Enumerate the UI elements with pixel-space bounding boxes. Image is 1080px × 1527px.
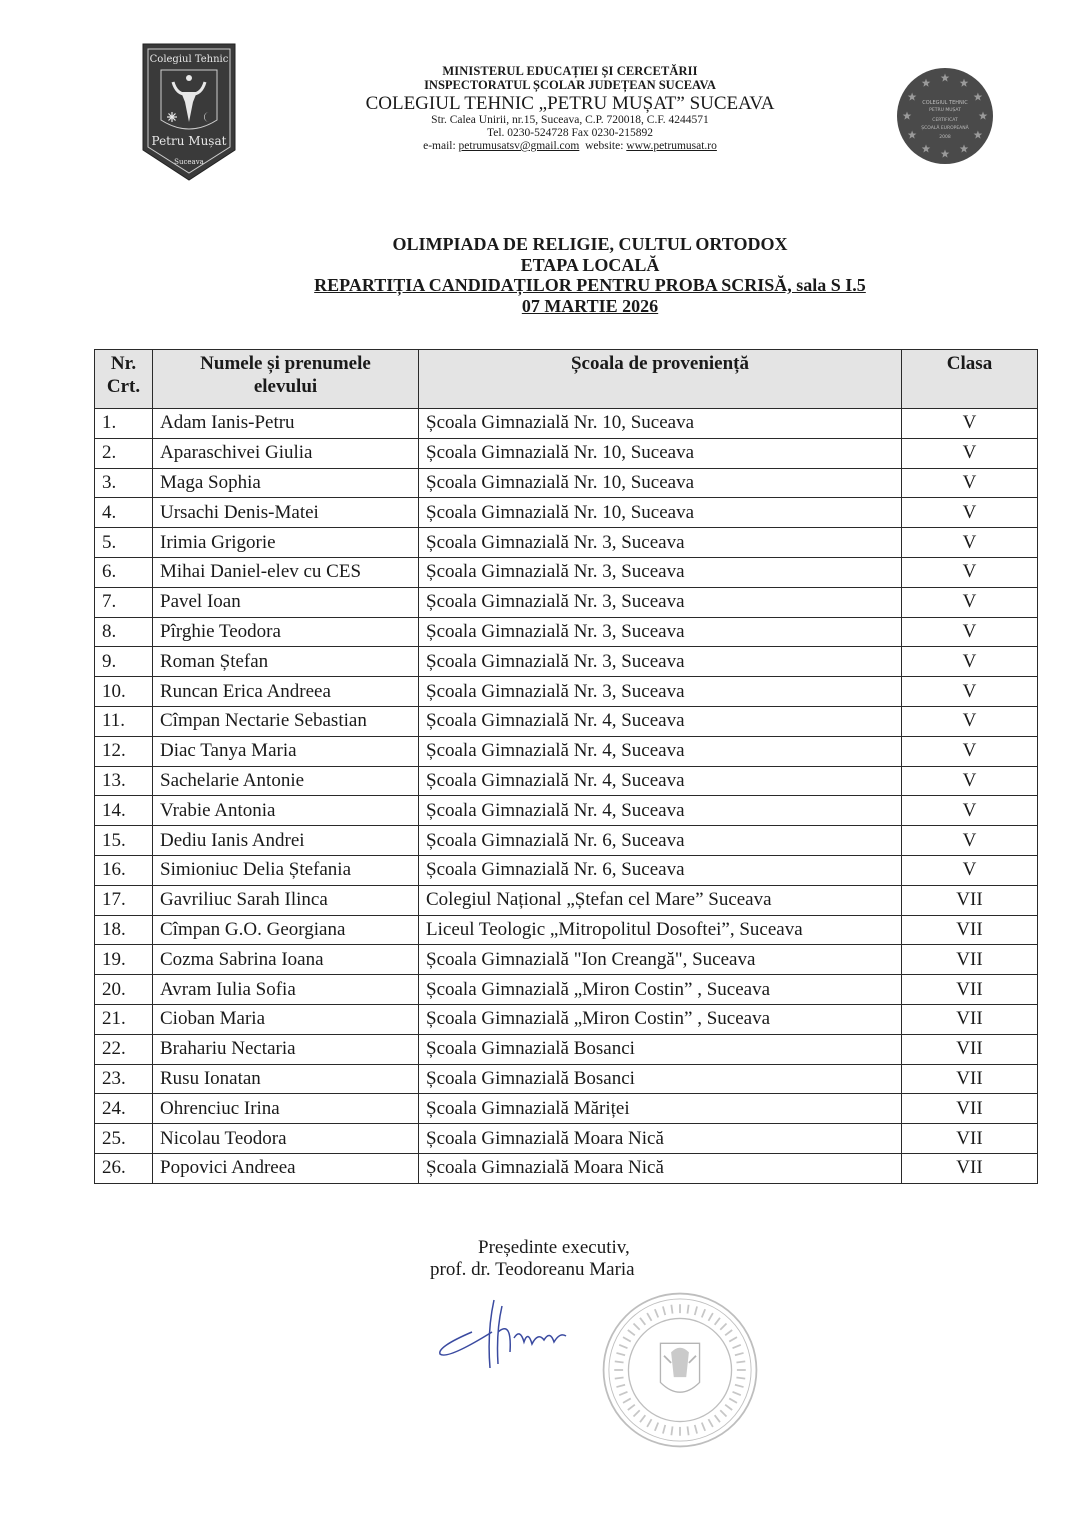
- row-number: 10.: [95, 677, 153, 707]
- student-name: Cîmpan G.O. Georgiana: [153, 915, 419, 945]
- row-number: 23.: [95, 1064, 153, 1094]
- school-of-origin: Școala Gimnazială Bosanci: [419, 1034, 902, 1064]
- stamp-lettering-mark: [615, 1361, 624, 1362]
- table-row: [95, 409, 1038, 439]
- row-number: 22.: [95, 1034, 153, 1064]
- official-stamp: [600, 1290, 760, 1450]
- class-grade: VII: [902, 945, 1038, 975]
- table-row: [95, 975, 1038, 1005]
- school-of-origin: Școala Gimnazială Măriței: [419, 1094, 902, 1124]
- school-of-origin: Școala Gimnazială Nr. 10, Suceava: [419, 409, 902, 439]
- student-name: Rusu Ionatan: [153, 1064, 419, 1094]
- stamp-lettering-mark: [702, 1309, 705, 1317]
- school-of-origin: Școala Gimnazială Nr. 10, Suceava: [419, 438, 902, 468]
- table-row: [95, 1094, 1038, 1124]
- school-of-origin: Școala Gimnazială Nr. 3, Suceava: [419, 647, 902, 677]
- table-row: [95, 587, 1038, 617]
- class-grade: V: [902, 438, 1038, 468]
- row-number: 20.: [95, 975, 153, 1005]
- student-name: Nicolau Teodora: [153, 1124, 419, 1154]
- student-name: Irimia Grigorie: [153, 528, 419, 558]
- school-of-origin: Școala Gimnazială Nr. 3, Suceava: [419, 528, 902, 558]
- student-name: Dediu Ianis Andrei: [153, 826, 419, 856]
- signature-block: [430, 1237, 750, 1281]
- class-grade: V: [902, 409, 1038, 439]
- student-name: Pîrghie Teodora: [153, 617, 419, 647]
- row-number: 11.: [95, 706, 153, 736]
- table-row: [95, 647, 1038, 677]
- class-grade: VII: [902, 975, 1038, 1005]
- stamp-lettering-mark: [715, 1415, 720, 1422]
- table-row: [95, 468, 1038, 498]
- stamp-lettering-mark: [702, 1423, 705, 1431]
- row-number: 24.: [95, 1094, 153, 1124]
- header-school: Școala de proveniență: [419, 350, 902, 409]
- table-row: [95, 1124, 1038, 1154]
- school-of-origin: Școala Gimnazială Nr. 3, Suceava: [419, 587, 902, 617]
- crest-text-top: Colegiul Tehnic: [149, 54, 229, 65]
- row-number: 17.: [95, 885, 153, 915]
- stamp-lettering-mark: [708, 1419, 712, 1427]
- school-of-origin: Școala Gimnazială Moara Nică: [419, 1153, 902, 1183]
- stamp-lettering-mark: [671, 1305, 672, 1314]
- row-number: 4.: [95, 498, 153, 528]
- student-name: Avram Iulia Sofia: [153, 975, 419, 1005]
- class-grade: V: [902, 677, 1038, 707]
- table-row: [95, 617, 1038, 647]
- school-address: Str. Calea Unirii, nr.15, Suceava, C.P. 720018, C.F. 4244571: [431, 114, 709, 127]
- stamp-lettering-mark: [623, 1398, 631, 1402]
- class-grade: VII: [902, 1004, 1038, 1034]
- row-number: 26.: [95, 1153, 153, 1183]
- table-row: [95, 438, 1038, 468]
- row-number: 16.: [95, 855, 153, 885]
- stamp-lettering-mark: [640, 1318, 645, 1325]
- stamp-lettering-mark: [628, 1405, 635, 1410]
- table-row: [95, 766, 1038, 796]
- class-grade: V: [902, 587, 1038, 617]
- class-grade: V: [902, 706, 1038, 736]
- table-row: [95, 1004, 1038, 1034]
- inspectorate-name: INSPECTORATUL ȘCOLAR JUDEȚEAN SUCEAVA: [424, 78, 716, 92]
- school-of-origin: Școala Gimnazială „Miron Costin” , Suceava: [419, 975, 902, 1005]
- row-number: 3.: [95, 468, 153, 498]
- row-number: 19.: [95, 945, 153, 975]
- stamp-lettering-mark: [647, 1313, 651, 1321]
- table-row: [95, 498, 1038, 528]
- class-grade: VII: [902, 1153, 1038, 1183]
- student-name: Mihai Daniel-elev cu CES: [153, 557, 419, 587]
- table-row: [95, 1153, 1038, 1183]
- stamp-lettering-mark: [725, 1330, 732, 1335]
- table-row: [95, 557, 1038, 587]
- class-grade: V: [902, 796, 1038, 826]
- title-allocation: REPARTIȚIA CANDIDAȚILOR PENTRU PROBA SCRISĂ, sala S I.5: [314, 275, 866, 295]
- school-of-origin: Școala Gimnazială Nr. 4, Suceava: [419, 796, 902, 826]
- school-of-origin: Colegiul Național „Ștefan cel Mare” Suceava: [419, 885, 902, 915]
- school-of-origin: Școala Gimnazială Nr. 10, Suceava: [419, 468, 902, 498]
- row-number: 15.: [95, 826, 153, 856]
- stamp-lettering-mark: [725, 1405, 732, 1410]
- header-nr: [95, 350, 153, 409]
- signer-role: Președinte executiv,: [478, 1237, 630, 1258]
- stamp-lettering-mark: [628, 1330, 635, 1335]
- school-of-origin: Școala Gimnazială Nr. 3, Suceava: [419, 557, 902, 587]
- website-label: website:: [585, 140, 624, 153]
- school-of-origin: Școala Gimnazială Nr. 6, Suceava: [419, 855, 902, 885]
- student-name: Roman Ștefan: [153, 647, 419, 677]
- stamp-lettering-mark: [619, 1345, 627, 1348]
- student-name: Simioniuc Delia Ștefania: [153, 855, 419, 885]
- table-row: [95, 915, 1038, 945]
- header-name-line2: elevului: [253, 376, 318, 397]
- row-number: 5.: [95, 528, 153, 558]
- header-nr-line1: Nr.: [110, 353, 137, 374]
- class-grade: VII: [902, 885, 1038, 915]
- row-number: 18.: [95, 915, 153, 945]
- stamp-lettering-mark: [687, 1305, 688, 1314]
- student-name: Brahariu Nectaria: [153, 1034, 419, 1064]
- row-number: 14.: [95, 796, 153, 826]
- email-link[interactable]: petrumusatsv@gmail.com: [458, 140, 580, 153]
- stamp-lettering-mark: [655, 1309, 658, 1317]
- class-grade: V: [902, 557, 1038, 587]
- stamp-lettering-mark: [634, 1410, 640, 1416]
- student-name: Sachelarie Antonie: [153, 766, 419, 796]
- school-contact: [260, 140, 880, 153]
- stamp-lettering-mark: [616, 1353, 625, 1355]
- stamp-lettering-mark: [687, 1426, 688, 1435]
- stamp-lettering-mark: [647, 1419, 651, 1427]
- stamp-lettering-mark: [733, 1345, 741, 1348]
- seal-text-5: 2008: [939, 135, 951, 140]
- stamp-lettering-mark: [616, 1385, 625, 1387]
- table-row: [95, 1064, 1038, 1094]
- stamp-lettering-mark: [671, 1426, 672, 1435]
- letterhead: [260, 64, 880, 153]
- email-label: e-mail:: [423, 140, 456, 153]
- stamp-lettering-mark: [736, 1377, 745, 1378]
- school-name: COLEGIUL TEHNIC „PETRU MUȘAT” SUCEAVA: [365, 93, 775, 114]
- ministry-name: MINISTERUL EDUCAȚIEI ȘI CERCETĂRII: [442, 64, 698, 78]
- school-phone: Tel. 0230-524728 Fax 0230-215892: [487, 127, 653, 140]
- student-name: Cozma Sabrina Ioana: [153, 945, 419, 975]
- title-date: 07 MARTIE 2026: [521, 295, 659, 316]
- class-grade: V: [902, 766, 1038, 796]
- stamp-lettering-mark: [720, 1410, 726, 1416]
- school-crest-logo: [141, 42, 237, 182]
- row-number: 2.: [95, 438, 153, 468]
- stamp-lettering-mark: [634, 1324, 640, 1330]
- website-link[interactable]: www.petrumusat.ro: [626, 140, 717, 153]
- handwritten-signature: [432, 1292, 592, 1372]
- stamp-lettering-mark: [695, 1306, 697, 1315]
- stamp-lettering-mark: [663, 1306, 665, 1315]
- class-grade: V: [902, 617, 1038, 647]
- stamp-lettering-mark: [623, 1337, 631, 1341]
- seal-text-3: CERTIFICAT: [932, 118, 958, 123]
- row-number: 25.: [95, 1124, 153, 1154]
- class-grade: V: [902, 855, 1038, 885]
- row-number: 21.: [95, 1004, 153, 1034]
- student-name: Maga Sophia: [153, 468, 419, 498]
- stamp-lettering-mark: [655, 1423, 658, 1431]
- title-stage: ETAPA LOCALĂ: [520, 254, 660, 275]
- stamp-lettering-mark: [615, 1377, 624, 1378]
- stamp-lettering-mark: [619, 1392, 627, 1395]
- student-name: Gavriliuc Sarah Ilinca: [153, 885, 419, 915]
- row-number: 9.: [95, 647, 153, 677]
- table-row: [95, 796, 1038, 826]
- student-name: Diac Tanya Maria: [153, 736, 419, 766]
- crest-text-bottom: Suceava: [174, 158, 204, 166]
- class-grade: VII: [902, 915, 1038, 945]
- school-of-origin: Școala Gimnazială Moara Nică: [419, 1124, 902, 1154]
- stamp-lettering-mark: [735, 1353, 744, 1355]
- signer-name: prof. dr. Teodoreanu Maria: [430, 1259, 635, 1280]
- student-name: Pavel Ioan: [153, 587, 419, 617]
- row-number: 7.: [95, 587, 153, 617]
- class-grade: V: [902, 826, 1038, 856]
- stamp-lettering-mark: [735, 1385, 744, 1387]
- seal-text-2: PETRU MUȘAT: [929, 108, 961, 113]
- row-number: 8.: [95, 617, 153, 647]
- candidates-table: [94, 349, 1038, 1184]
- table-row: [95, 528, 1038, 558]
- stamp-lettering-mark: [640, 1415, 645, 1422]
- student-name: Cioban Maria: [153, 1004, 419, 1034]
- table-row: [95, 1034, 1038, 1064]
- school-of-origin: Școala Gimnazială Bosanci: [419, 1064, 902, 1094]
- stamp-lettering-mark: [729, 1337, 737, 1341]
- class-grade: V: [902, 736, 1038, 766]
- seal-text-1: COLEGIUL TEHNIC: [922, 100, 968, 106]
- student-name: Adam Ianis-Petru: [153, 409, 419, 439]
- student-name: Cîmpan Nectarie Sebastian: [153, 706, 419, 736]
- school-of-origin: Școala Gimnazială „Miron Costin” , Suceava: [419, 1004, 902, 1034]
- stamp-lettering-mark: [715, 1318, 720, 1325]
- stamp-lettering-mark: [695, 1425, 697, 1434]
- header-nr-line2: Crt.: [106, 376, 141, 397]
- class-grade: VII: [902, 1124, 1038, 1154]
- school-of-origin: Școala Gimnazială "Ion Creangă", Suceava: [419, 945, 902, 975]
- table-row: [95, 855, 1038, 885]
- row-number: 6.: [95, 557, 153, 587]
- crest-text-middle: Petru Mușat: [151, 134, 227, 148]
- stamp-lettering-mark: [663, 1425, 665, 1434]
- table-row: [95, 706, 1038, 736]
- student-name: Runcan Erica Andreea: [153, 677, 419, 707]
- stamp-lettering-mark: [733, 1392, 741, 1395]
- row-number: 1.: [95, 409, 153, 439]
- class-grade: VII: [902, 1094, 1038, 1124]
- class-grade: V: [902, 468, 1038, 498]
- crest-star-icon: [167, 112, 177, 122]
- document-title: [170, 234, 1010, 316]
- header-name-line1: Numele și prenumele: [200, 353, 371, 374]
- title-olympiad: OLIMPIADA DE RELIGIE, CULTUL ORTODOX: [392, 234, 788, 254]
- class-grade: VII: [902, 1034, 1038, 1064]
- stamp-lettering-mark: [729, 1398, 737, 1402]
- student-name: Ursachi Denis-Matei: [153, 498, 419, 528]
- class-grade: V: [902, 647, 1038, 677]
- school-of-origin: Școala Gimnazială Nr. 6, Suceava: [419, 826, 902, 856]
- stamp-lettering-mark: [736, 1361, 745, 1362]
- header-class: Clasa: [902, 350, 1038, 409]
- header-name: [153, 350, 419, 409]
- school-of-origin: Liceul Teologic „Mitropolitul Dosoftei”, Suceava: [419, 915, 902, 945]
- school-of-origin: Școala Gimnazială Nr. 3, Suceava: [419, 677, 902, 707]
- table-header-row: [95, 350, 1038, 409]
- school-of-origin: Școala Gimnazială Nr. 10, Suceava: [419, 498, 902, 528]
- european-school-seal-logo: [895, 66, 995, 166]
- student-name: Aparaschivei Giulia: [153, 438, 419, 468]
- table-row: [95, 945, 1038, 975]
- school-of-origin: Școala Gimnazială Nr. 3, Suceava: [419, 617, 902, 647]
- table-row: [95, 885, 1038, 915]
- table-row: [95, 677, 1038, 707]
- class-grade: V: [902, 498, 1038, 528]
- row-number: 13.: [95, 766, 153, 796]
- student-name: Vrabie Antonia: [153, 796, 419, 826]
- class-grade: VII: [902, 1064, 1038, 1094]
- school-of-origin: Școala Gimnazială Nr. 4, Suceava: [419, 736, 902, 766]
- student-name: Ohrenciuc Irina: [153, 1094, 419, 1124]
- seal-text-4: ȘCOALĂ EUROPEANĂ: [921, 126, 969, 131]
- student-name: Popovici Andreea: [153, 1153, 419, 1183]
- table-row: [95, 736, 1038, 766]
- stamp-lettering-mark: [708, 1313, 712, 1321]
- class-grade: V: [902, 528, 1038, 558]
- school-of-origin: Școala Gimnazială Nr. 4, Suceava: [419, 706, 902, 736]
- row-number: 12.: [95, 736, 153, 766]
- school-of-origin: Școala Gimnazială Nr. 4, Suceava: [419, 766, 902, 796]
- stamp-lettering-mark: [720, 1324, 726, 1330]
- table-row: [95, 826, 1038, 856]
